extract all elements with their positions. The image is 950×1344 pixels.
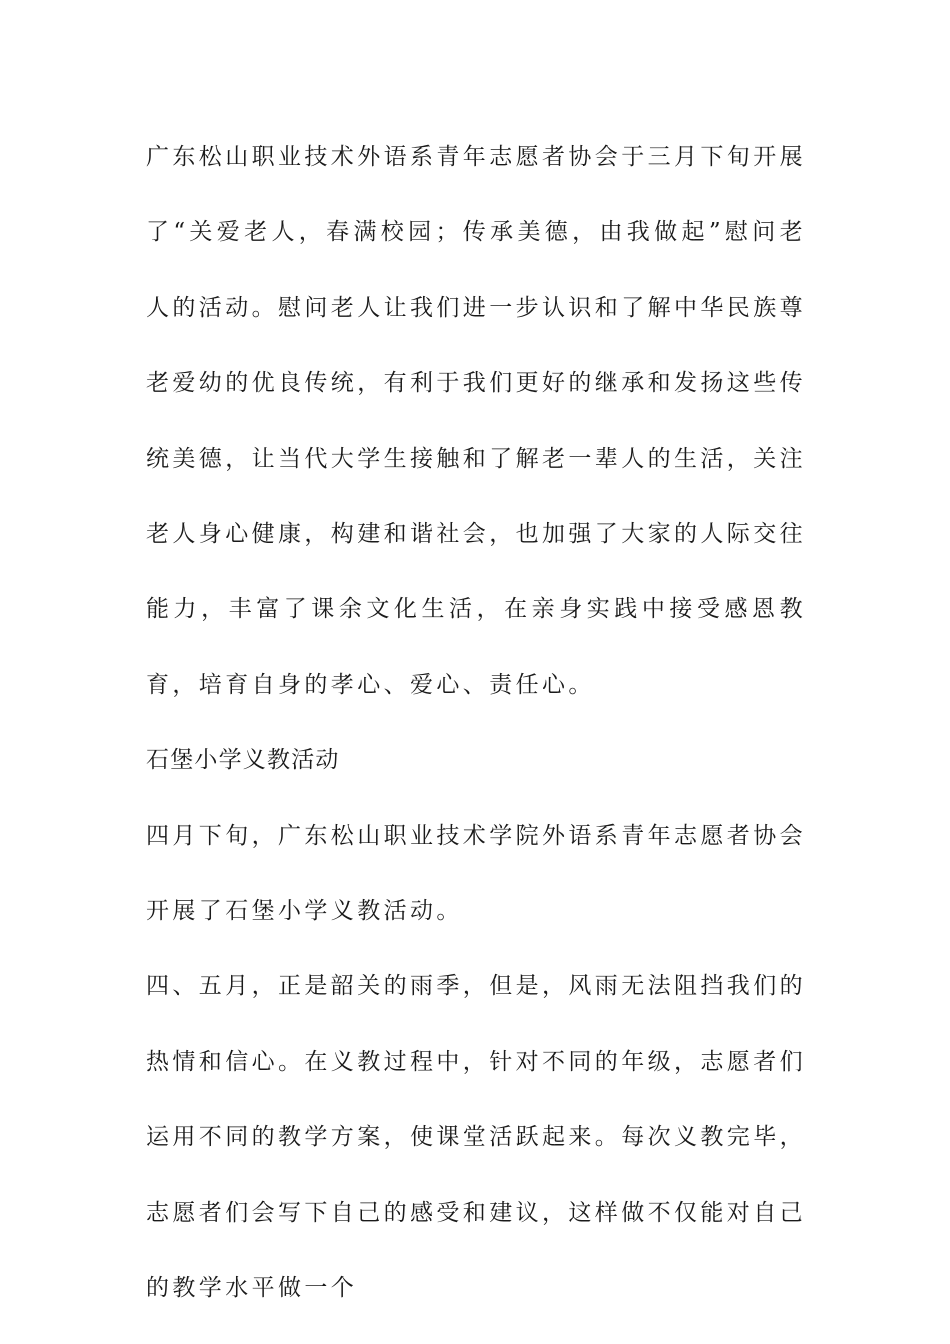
paragraph-elderly-visit: 广东松山职业技术外语系青年志愿者协会于三月下旬开展了“关爱老人，春满校园；传承美德，由我做起”慰问老人的活动。慰问老人让我们进一步认识和了解中华民族尊老爱幼的优良传统，有利于我们更好的继承和发扬这些传统美德，让当代大学生接触和了解老一辈人的生活，关注老人身心健康，构建和谐社会，也加强了大家的人际交往能力，丰富了课余文化生活，在亲身实践中接受感恩教育，培育自身的孝心、爱心、责任心。	[146, 144, 806, 698]
paragraph-shibao-intro: 四月下旬，广东松山职业技术学院外语系青年志愿者协会开展了石堡小学义教活动。	[146, 822, 806, 925]
section-heading-shibao-school: 石堡小学义教活动	[146, 747, 340, 774]
paragraph-rainy-season: 四、五月，正是韶关的雨季，但是，风雨无法阻挡我们的热情和信心。在义教过程中，针对不同的年级，志愿者们运用不同的教学方案，使课堂活跃起来。每次义教完毕，志愿者们会写下自己的感受和建议，这样做不仅能对自己的教学水平做一个	[146, 973, 806, 1302]
document-body	[146, 120, 806, 1327]
